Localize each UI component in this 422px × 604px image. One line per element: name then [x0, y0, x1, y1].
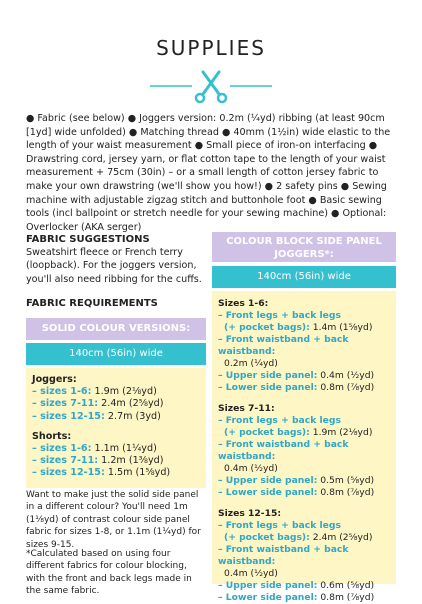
- sizes-group-title: Sizes 1-6:: [218, 298, 269, 309]
- joggers-title: Joggers:: [32, 374, 77, 385]
- list-item: (+ pocket bags): 1.4m (1⅝yd): [224, 322, 373, 333]
- sizes-group-title: Sizes 12-15:: [218, 508, 282, 519]
- list-item: – sizes 1-6: 1.1m (1¼yd): [32, 443, 157, 455]
- fabric-suggestions-text: Sweatshirt fleece or French terry (loopback). For the joggers version, you'll also need ribbing for the cuffs.: [26, 247, 202, 285]
- colour-block-width-band: 140cm (56in) wide: [212, 266, 396, 288]
- list-item: – sizes 12-15: 1.5m (1⅝yd): [32, 467, 171, 479]
- shorts-title: Shorts:: [32, 430, 72, 442]
- list-item: – Upper side panel: 0.6m (⅝yd): [218, 580, 375, 591]
- colour-block-header: COLOUR BLOCK SIDE PANEL JOGGERS*:: [212, 232, 396, 262]
- supplies-list: ● Fabric (see below) ● Joggers version: 0.2m (¼yd) ribbing (at least 90cm [1yd] wide unfolded) ● Matching thread ● 40mm (1½in) wide elastic to the length of your waist measurement ● Small piece of iron-on interfacing ● Drawstring cord, jersey yarn, or flat cotton tape to the length of your waist measurement + 75cm (30in) – or a small length of cotton jersey fabric to make your own drawstring (we'll show you how!) ● 2 safety pins ● Sewing machine with adjustable zigzag stitch and buttonhole foot ● Basic sewing tools (incl ballpoint or stretch needle for your sewing machine) ● Optional: Overlocker (AKA serger): [26, 113, 391, 233]
- list-item-value: 0.4m (½yd): [224, 568, 278, 579]
- fabric-suggestions-heading: FABRIC SUGGESTIONS: [26, 234, 150, 245]
- solid-colour-panel: [26, 368, 206, 488]
- page-title: SUPPLIES: [156, 36, 266, 60]
- list-item: – sizes 7-11: 2.4m (2⅝yd): [32, 398, 164, 410]
- list-item: – Front waistband + back waistband:: [218, 439, 349, 462]
- list-item: – sizes 1-6: 1.9m (2⅛yd): [32, 386, 157, 398]
- colour-block-panel: [212, 291, 396, 603]
- fabric-requirements-heading: FABRIC REQUIREMENTS: [26, 298, 158, 309]
- list-item-value: 0.2m (¼yd): [224, 358, 278, 369]
- list-item: – Lower side panel: 0.8m (⅞yd): [218, 592, 375, 603]
- list-item: – Upper side panel: 0.4m (½yd): [218, 370, 375, 381]
- list-item: – Lower side panel: 0.8m (⅞yd): [218, 487, 375, 498]
- sizes-group-title: Sizes 7-11:: [218, 403, 275, 414]
- solid-width-band: 140cm (56in) wide: [26, 343, 206, 365]
- list-item: (+ pocket bags): 1.9m (2⅛yd): [224, 427, 373, 438]
- list-item: – Front waistband + back waistband:: [218, 544, 349, 567]
- list-item: (+ pocket bags): 2.4m (2⅝yd): [224, 532, 373, 543]
- list-item-value: 0.4m (½yd): [224, 463, 278, 474]
- list-item: – Front waistband + back waistband:: [218, 334, 349, 357]
- list-item: – Front legs + back legs: [218, 415, 341, 426]
- contrast-panel-note: Want to make just the solid side panel in a different colour? You'll need 1m (1⅛yd) of contrast colour side panel fabric for sizes 1-8, or 1.1m (1¼yd) for sizes 9-15.: [26, 490, 201, 550]
- list-item: – Front legs + back legs: [218, 520, 341, 531]
- scissors-icon: [0, 68, 422, 104]
- list-item: – Front legs + back legs: [218, 310, 341, 321]
- list-item: – Upper side panel: 0.5m (⅝yd): [218, 475, 375, 486]
- list-item: – sizes 12-15: 2.7m (3yd): [32, 410, 161, 422]
- solid-colour-header: SOLID COLOUR VERSIONS:: [26, 318, 206, 340]
- list-item: – sizes 7-11: 1.2m (1⅜yd): [32, 455, 164, 467]
- calculation-footnote: *Calculated based on using four different fabrics for colour blocking, with the front and back legs made in the same fabric.: [26, 549, 192, 597]
- list-item: – Lower side panel: 0.8m (⅞yd): [218, 382, 375, 393]
